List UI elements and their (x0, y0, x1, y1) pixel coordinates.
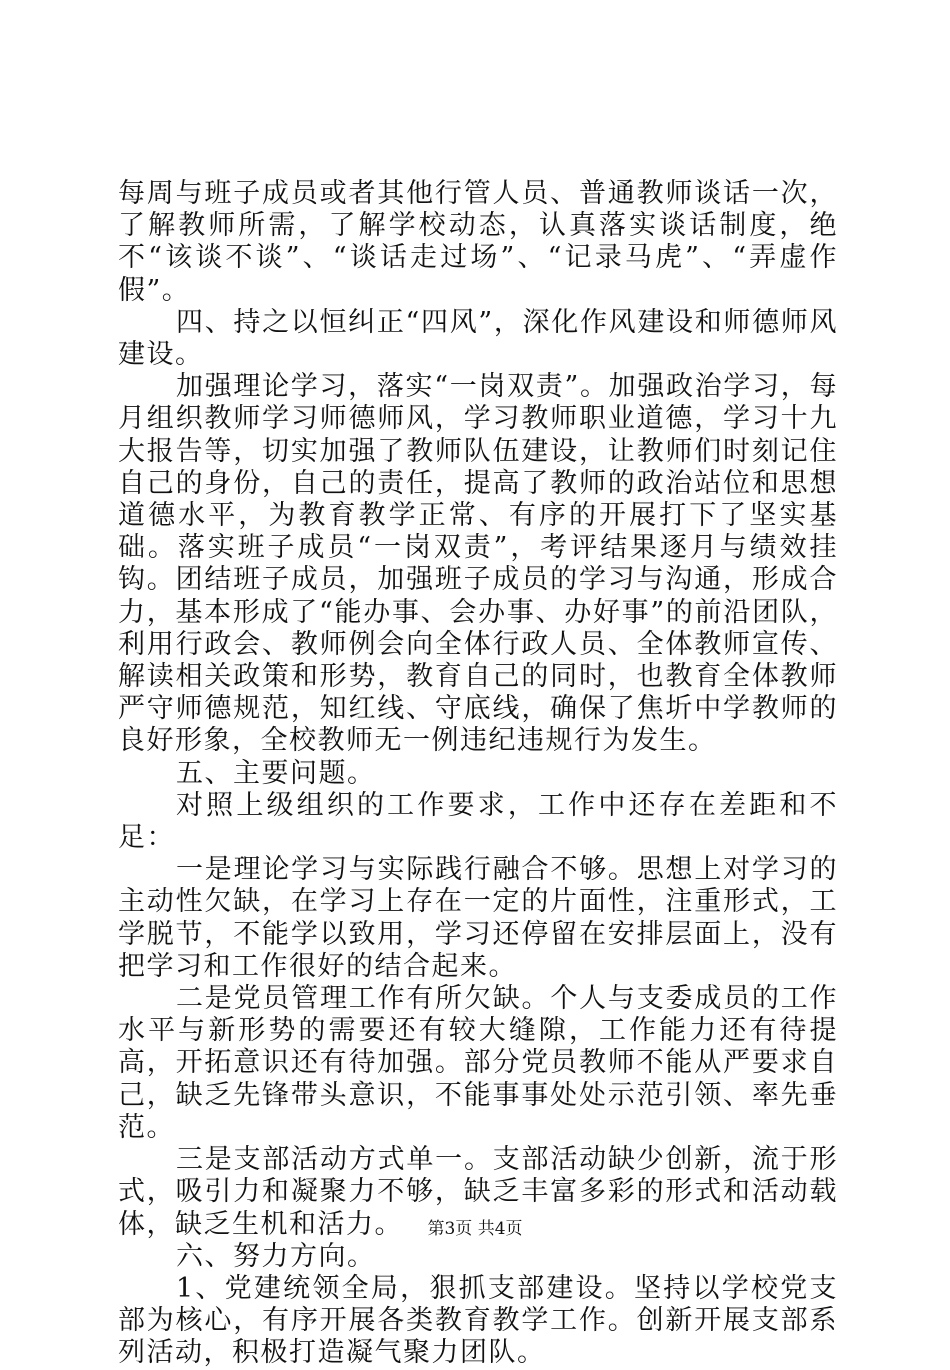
paragraph: 二是党员管理工作有所欠缺。个人与支委成员的工作水平与新形势的需要还有较大缝隙，工作能力还有待提高，开拓意识还有待加强。部分党员教师不能从严要求自己，缺乏先锋带头意识，不能事事处处示范引领、率先垂范。 (118, 983, 838, 1143)
section-heading: 六、努力方向。 (176, 1240, 376, 1272)
section-heading: 五、主要问题。 (176, 757, 376, 789)
page-footer (0, 1219, 950, 1239)
paragraph: 三是支部活动方式单一。支部活动缺少创新，流于形式，吸引力和凝聚力不够，缺乏丰富多彩的形式和活动载体，缺乏生机和活力。 (118, 1144, 838, 1240)
section-heading: 四、持之以恒纠正“四风”，深化作风建设和师德师风建设。 (118, 306, 838, 371)
paragraph: 对照上级组织的工作要求，工作中还存在差距和不足： (118, 789, 838, 854)
paragraph: 每周与班子成员或者其他行管人员、普通教师谈话一次，了解教师所需，了解学校动态，认真落实谈话制度，绝不“该谈不谈”、“谈话走过场”、“记录马虎”、“弄虚作假”。 (118, 178, 838, 306)
document-body (118, 178, 838, 1370)
paragraph: 加强理论学习，落实“一岗双责”。加强政治学习，每月组织教师学习师德师风，学习教师职业道德，学习十九大报告等，切实加强了教师队伍建设，让教师们时刻记住自己的身份，自己的责任，提高了教师的政治站位和思想道德水平，为教育教学正常、有序的开展打下了坚实基础。落实班子成员“一岗双责”，考评结果逐月与绩效挂钩。团结班子成员，加强班子成员的学习与沟通，形成合力，基本形成了“能办事、会办事、办好事”的前沿团队，利用行政会、教师例会向全体行政人员、全体教师宣传、解读相关政策和形势，教育自己的同时，也教育全体教师严守师德规范，知红线、守底线，确保了焦圻中学教师的良好形象，全校教师无一例违纪违规行为发生。 (118, 371, 838, 757)
paragraph: 一是理论学习与实际践行融合不够。思想上对学习的主动性欠缺，在学习上存在一定的片面性，注重形式，工学脱节，不能学以致用，学习还停留在安排层面上，没有把学习和工作很好的结合起来。 (118, 854, 838, 982)
page-number: 第3页 共4页 (427, 1219, 523, 1239)
paragraph: 1、党建统领全局，狠抓支部建设。坚持以学校党支部为核心，有序开展各类教育教学工作。创新开展支部系列活动，积极打造凝气聚力团队。 (118, 1272, 838, 1369)
